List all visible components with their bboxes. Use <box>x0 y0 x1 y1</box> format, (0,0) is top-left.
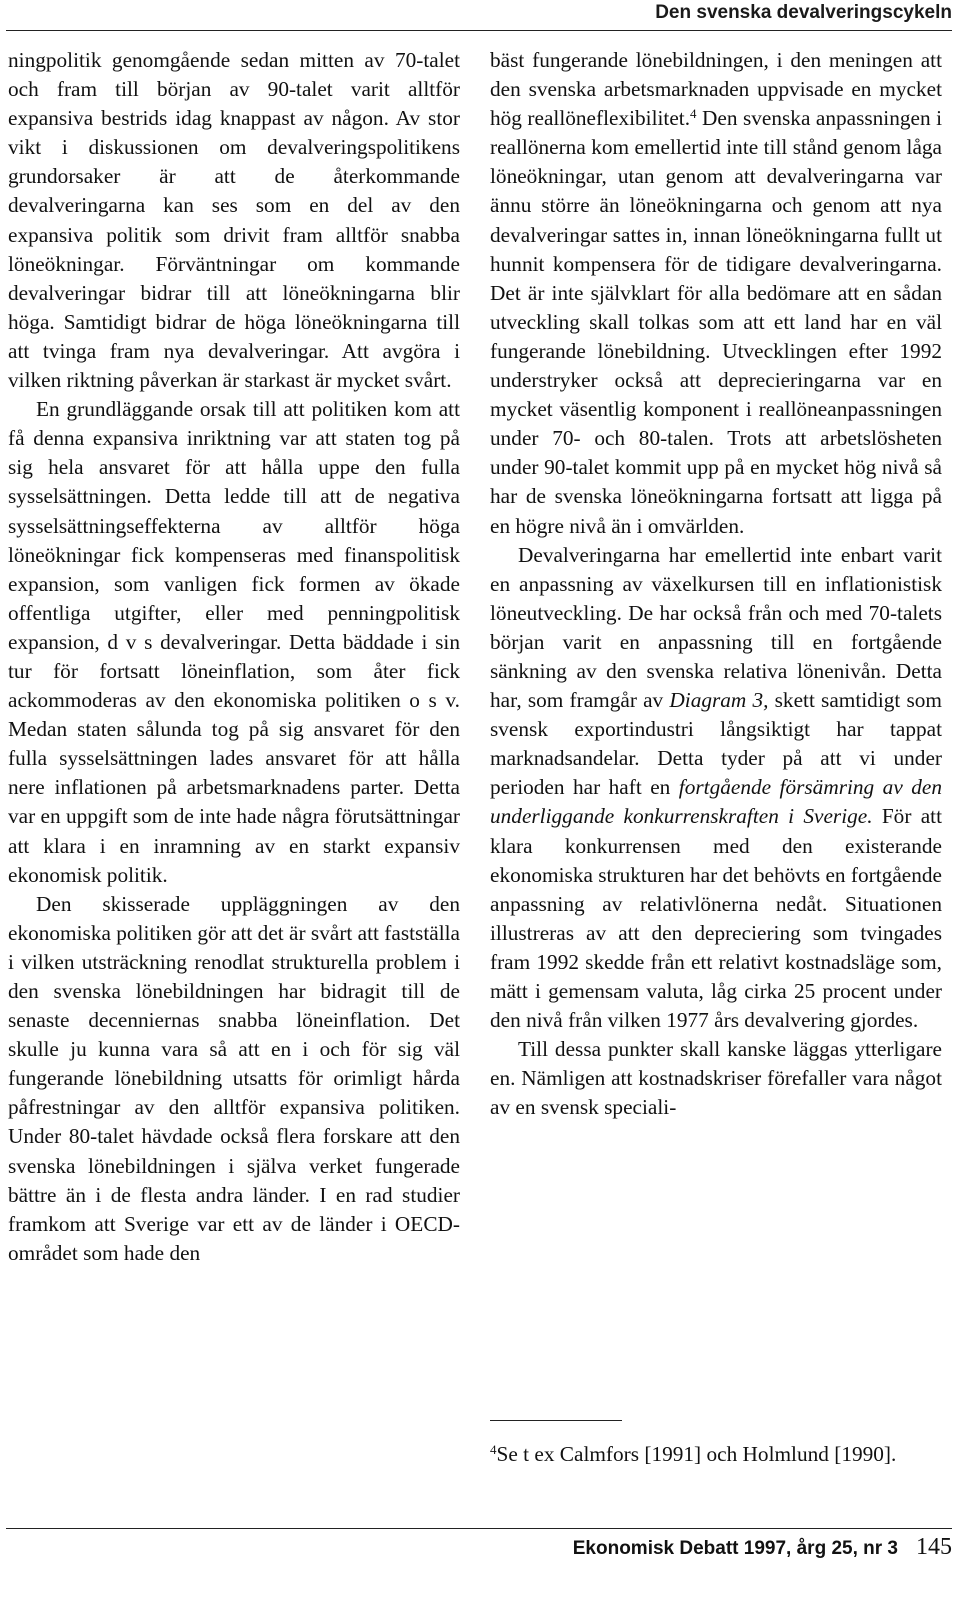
right-paragraph-2 <box>490 541 942 1036</box>
footnote-divider <box>490 1420 622 1421</box>
right-paragraph-1-text-a: bäst fungerande lönebildningen, i den meningen att den svenska arbetsmarknaden uppvisade en mycket hög reallöneflexibilitet. <box>490 48 942 131</box>
left-paragraph-2: En grundläggande orsak till att politiken kom att få denna expansiva inriktning var att staten tog på sig hela ansvaret för att hålla uppe den fulla sysselsättningen. Detta ledde till att de negativa sysselsättningseffekterna av alltför höga löneökningar fick kompenseras med finanspolitisk expansion, som vanligen fick formen av ökade offentliga utgifter, eller med penningpolitisk expansion, d v s devalveringar. Detta bäddade i sin tur för fortsatt löneinflation, som åter fick ackommoderas av den ekonomiska politiken o s v. Medan staten sålunda tog på sig ansvaret för den fulla sysselsättningen lades ansvaret för att hålla nere inflationen på arbetsmarknadens parter. Detta var en uppgift som de inte hade några förutsättningar att klara i en inramning av en starkt expansiv ekonomisk politik. <box>8 397 460 887</box>
right-paragraph-3: Till dessa punkter skall kanske läggas ytterligare en. Nämligen att kostnadskriser förefaller vara något av en svensk speciali- <box>490 1037 942 1120</box>
right-paragraph-1 <box>490 46 942 541</box>
footnote-reference[interactable]: 4 <box>690 106 697 122</box>
footer-divider <box>6 1528 952 1529</box>
right-paragraph-1-text-b: Den svenska anpassningen i reallönerna kom emellertid inte till stånd genom låga löneökningar, utan genom att devalveringarna var ännu större än löneökningarna och genom att nya devalveringar sattes in, innan löneökningarna fullt ut hunnit kompensera för de tidigare devalveringarna. Det är inte självklart för alla bedömare att en sådan utveckling skall tolkas som att ett land har en väl fungerande lönebildning. Utvecklingen efter 1992 understryker också att deprecieringarna var en mycket väsentlig komponent i reallöneanpassningen under 70- och 80-talen. Trots att arbetslösheten under 90-talet kommit upp på en mycket hög nivå så har de svenska löneökningarna fortsatt att ligga på en högre nivå än i omvärlden. <box>490 106 942 538</box>
right-paragraph-2-text-a: Devalveringarna har emellertid inte enbart varit en anpassning av växelkursen till en inflationistisk löneutveckling. De har också från och med 70-talets början varit en anpassning till en fortgående sänkning av den svenska relativa lönenivån. Detta har, som framgår av <box>490 542 942 713</box>
right-column <box>490 46 942 1122</box>
footnote-number: 4 <box>490 1442 497 1457</box>
running-header: Den svenska devalveringscykeln <box>655 2 952 23</box>
emphasis-phrase: fortgående försämring av den underliggande konkurrenskraften i Sverige. <box>490 775 942 829</box>
journal-citation: Ekonomisk Debatt 1997, årg 25, nr 3 <box>572 1538 898 1559</box>
header-divider <box>6 30 952 31</box>
footnote <box>490 1440 942 1469</box>
left-paragraph-3: Den skisserade uppläggningen av den ekonomiska politiken gör att det är svårt att fastställa i vilken utsträckning renodlat strukturella problem i den svenska lönebildningen har bidragit till de senaste decenniernas snabba löneinflation. Det skulle ju kunna vara så att en i och för sig väl fungerande lönebildning utsatts för orimligt hårda påfrestningar av den alltför expansiva politiken. Under 80-talet hävdade också flera forskare att den svenska lönebildningen i själva verket fungerade bättre än i de flesta andra länder. I en rad studier framkom att Sverige var ett av de länder i OECD-området som hade den <box>8 891 460 1265</box>
footnote-text: Se t ex Calmfors [1991] och Holmlund [1990]. <box>496 1442 897 1466</box>
page-footer <box>573 1534 952 1561</box>
right-paragraph-2-text-b: skett samtidigt som svensk exportindustri långsiktigt har tappat marknadsandelar. Detta tyder på att vi under perioden har haft en <box>490 688 942 800</box>
right-paragraph-2-text-c: För att klara konkurrensen med den existerande ekonomiska strukturen har det behövts en fortgående anpassning av relativlönerna nedåt. Situationen illustreras av att den depreciering som tvingades fram 1992 skedde från ett relativt kostnadsläge som, mätt i gemensam valuta, låg cirka 25 procent under den nivå från vilken 1977 års devalvering gjordes. <box>490 804 942 1033</box>
page-number: 145 <box>916 1534 952 1560</box>
diagram-reference: Diagram 3, <box>669 688 769 713</box>
left-paragraph-1: ningpolitik genomgående sedan mitten av 70-talet och fram till början av 90-talet varit alltför expansiva bestrids idag knappast av någon. Av stor vikt i diskussionen om devalveringspolitikens grundorsaker är att de återkommande devalveringarna kan ses som en del av den expansiva politik som drivit fram alltför snabba löneökningar. Förväntningar om kommande devalveringar bidrar till att löneökningarna blir höga. Samtidigt bidrar de höga löneökningarna till att tvinga fram nya devalveringar. Att avgöra i vilken riktning påverkan är starkast är mycket svårt. <box>8 48 460 393</box>
left-column <box>8 46 460 1268</box>
